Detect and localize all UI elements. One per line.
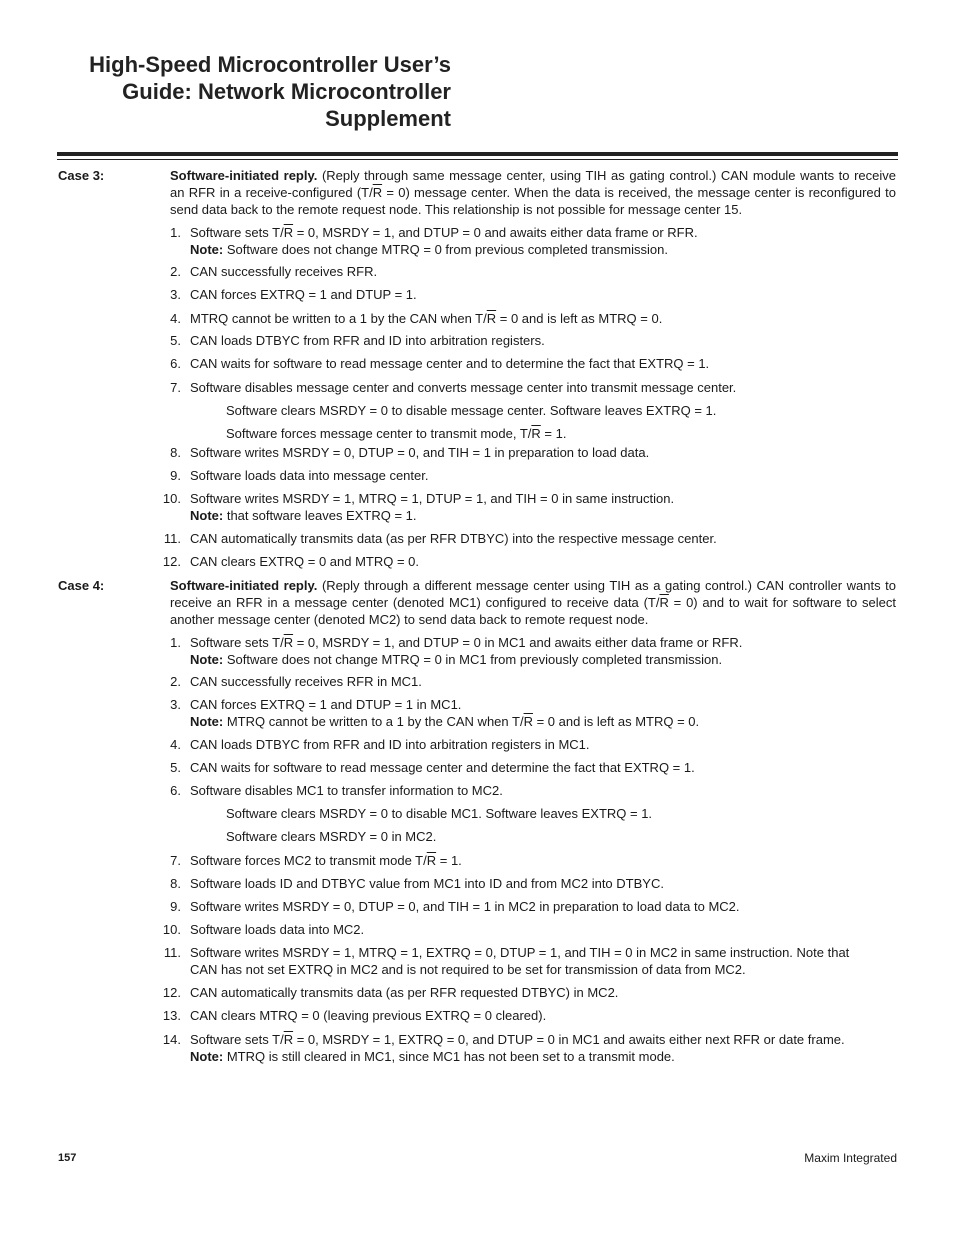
header-rule-thin — [57, 159, 898, 160]
title-line-3: Supplement — [325, 106, 451, 131]
page-number: 157 — [58, 1152, 77, 1164]
case-4-step-6-sub-2: Software clears MSRDY = 0 in MC2. — [226, 829, 437, 844]
case-4-intro: Software-initiated reply. (Reply through a different message center using TIH as a gating control.) CAN controller wants to receive an RFR in a message center (denoted MC1) configured to receive data $(T/\overline{R} = 0)$ and to wait for software to select another message center (denoted MC2) to send data back to remote request node. — [170, 578, 896, 627]
case-3-label: Case 3: — [58, 168, 105, 183]
case-4-heading: Software-initiated reply. — [170, 578, 318, 593]
case-4-label: Case 4: — [58, 578, 105, 593]
document-page: High-Speed Microcontroller User’s Guide: Network Microcontroller Supplement Case 3: Software-initiated reply. (Reply through same message center, using TIH as gating control.) CAN module wants to receive an RFR in a receive-configured $(T/\overline{R} = 0)$ message center. When the data is received, the message center is reconfigured to send data back to the remote request node. This relationship is not possible for message center 15. 1. Software sets $T/\overline{R} = 0$, MSRDY = 1, and DTUP = 0 and awaits either data frame or RFR. Note: Software does not change MTRQ = 0 from previous completed transmission. 2. CAN successfully receives RFR. 3. CAN forces EXTRQ = 1 and DTUP = 1. 4. MTRQ cannot be written to a 1 by the CAN when $T/\overline{R} = 0$ and is left as MTRQ = 0. 5. CAN loads DTBYC from RFR and ID into arbitration registers. 6. CAN waits for software to read message center and to determine the fact that EXTRQ = 1. 7. Software disables message center and converts message center into transmit message center. Software clears MSRDY = 0 to disable message center. Software leaves EXTRQ = 1. Software forces message center to transmit mode, $T/\overline{R} = 1$. 8. Software writes MSRDY = 0, DTUP = 0, and TIH = 1 in preparation to load data. 9. Software loads data into message center. 10. Software writes MSRDY = 1, MTRQ = 1, DTUP = 1, and TIH = 0 in same instruction. Note: that software leaves EXTRQ = 1. 11. CAN automatically transmits data (as per RFR DTBYC) into the respective message center. 12. CAN clears EXTRQ = 0 and MTRQ = 0. Case 4: Software-initiated reply. (Reply through a different message center using TIH as a gating control.) CAN controller wants to receive an RFR in a message center (denoted MC1) configured to receive data $(T/\overline{R} = 0)$ and to wait for software to select another message center (denoted MC2) to send data back to remote request node. 1. Software sets $T/\overline{R} = 0$, MSRDY = 1, and DTUP = 0 in MC1 and awaits either data frame or RFR. Note: Software does not change MTRQ = 0 in MC1 from previously completed transmission. 2. CAN successfully receives RFR in MC1. 3. CAN forces EXTRQ = 1 and DTUP = 1 in MC1. Note: MTRQ cannot be written to a 1 by the CAN when $T/\overline{R} = 0$ and is left as MTRQ = 0. 4. CAN loads DTBYC from RFR and ID into arbitration registers in MC1. 5. CAN waits for software to read message center and determine the fact that EXTRQ = 1. 6. Software disables MC1 to transfer information to MC2. Software clears MSRDY = 0 to disable MC1. Software leaves EXTRQ = 1. Software clears MSRDY = 0 in MC2. 7. Software forces MC2 to transmit mode $T/\overline{R} = 1$. 8. Software loads ID and DTBYC value from MC1 into ID and from MC2 into DTBYC. 9. Software writes MSRDY = 0, DTUP = 0, and TIH = 1 in MC2 in preparation to load data to MC2. 10. Software loads data into MC2. 11. Software writes MSRDY = 1, MTRQ = 1, EXTRQ = 0, DTUP = 1, and TIH = 0 in MC2 in same instruction. Note that CAN has not set EXTRQ in MC2 and is not required to be set for transmission of data from MC2. 12. CAN automatically transmits data (as per RFR requested DTBYC) in MC2. 13. CAN clears MTRQ = 0 (leaving previous EXTRQ = 0 cleared). 14. Software sets $T/\overline{R} = 0$, MSRDY = 1, EXTRQ = 0, and DTUP = 0 in MC1 and awaits either next RFR or date frame. Note: MTRQ is still cleared in MC1, since MC1 has not been set to a transmit mode. 157 Maxim Integrated — [0, 0, 954, 1235]
case-3-intro: Software-initiated reply. (Reply through same message center, using TIH as gating control.) CAN module wants to receive an RFR in a receive-configured $(T/\overline{R} = 0)$ message center. When the data is received, the message center is reconfigured to send data back to the remote request node. This relationship is not possible for message center 15. — [170, 168, 896, 217]
case-3-step-7-sub-2: Software forces message center to transmit mode, $T/\overline{R} = 1$. — [226, 426, 567, 441]
page-title — [40, 51, 451, 132]
case-3-heading: Software-initiated reply. — [170, 168, 318, 183]
case-4-step-6-sub-1: Software clears MSRDY = 0 to disable MC1. Software leaves EXTRQ = 1. — [226, 806, 653, 821]
footer-brand: Maxim Integrated — [804, 1151, 897, 1165]
case-3-step-7-sub-1: Software clears MSRDY = 0 to disable message center. Software leaves EXTRQ = 1. — [226, 403, 717, 418]
header-rule-thick — [57, 152, 898, 156]
title-line-1: High-Speed Microcontroller User’s — [89, 52, 451, 77]
title-line-2: Guide: Network Microcontroller — [122, 79, 451, 104]
